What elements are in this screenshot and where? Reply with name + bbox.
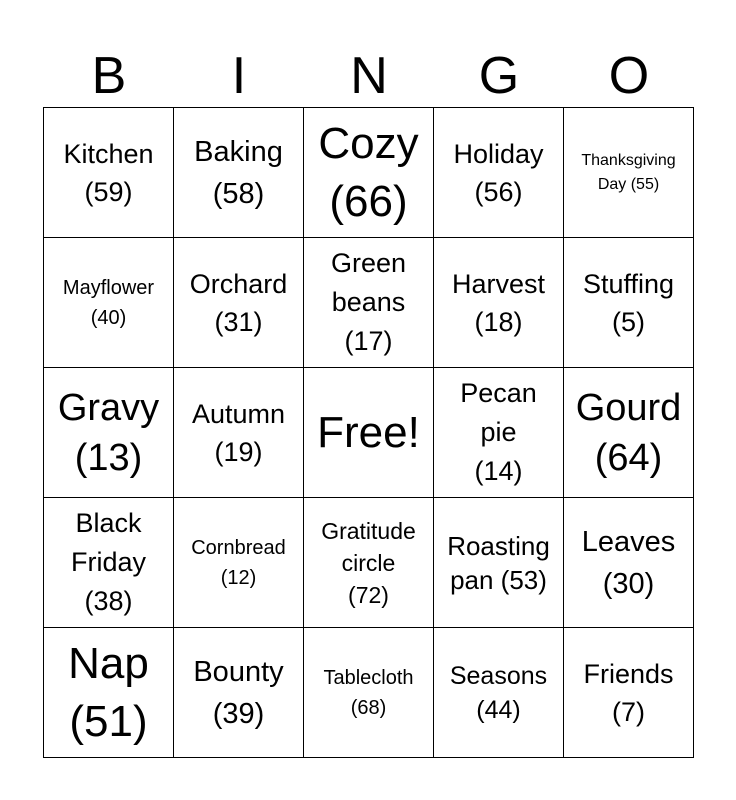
bingo-cell[interactable] — [44, 108, 174, 238]
cell-label: Bounty (39) — [193, 655, 284, 730]
bingo-cell[interactable] — [304, 108, 434, 238]
header-letter-o: O — [608, 47, 650, 105]
cell-label: Cornbread (12) — [191, 536, 286, 589]
bingo-cell[interactable] — [44, 498, 174, 628]
bingo-cell[interactable] — [304, 628, 434, 758]
cell-label: Black Friday (38) — [70, 508, 146, 616]
bingo-header — [44, 44, 694, 108]
bingo-cell[interactable] — [564, 368, 694, 498]
free-space[interactable] — [304, 368, 434, 498]
cell-label: Gourd (64) — [575, 386, 682, 479]
bingo-cell[interactable] — [434, 238, 564, 368]
cell-label: Mayflower (40) — [62, 276, 155, 329]
free-space-label: Free! — [317, 407, 420, 457]
bingo-cell[interactable] — [564, 108, 694, 238]
cell-label: Baking (58) — [194, 135, 283, 210]
cell-label: Gravy (13) — [57, 386, 160, 479]
header-letter-i: I — [231, 47, 247, 105]
bingo-cell[interactable] — [434, 628, 564, 758]
cell-label: Gratitude circle (72) — [321, 517, 416, 608]
cell-label: Friends (7) — [583, 658, 674, 727]
bingo-cell[interactable] — [174, 368, 304, 498]
header-letter-b: B — [91, 47, 127, 105]
cell-label: Roasting pan (53) — [447, 530, 550, 595]
bingo-cell[interactable] — [564, 498, 694, 628]
bingo-cell[interactable] — [434, 368, 564, 498]
cell-label: Harvest (18) — [451, 268, 546, 337]
cell-label: Green beans (17) — [330, 248, 407, 356]
cell-label: Kitchen (59) — [63, 138, 154, 207]
cell-label: Pecan pie (14) — [460, 378, 537, 486]
bingo-cell[interactable] — [434, 108, 564, 238]
bingo-cell[interactable] — [44, 238, 174, 368]
bingo-cell[interactable] — [44, 628, 174, 758]
cell-label: Nap (51) — [68, 638, 149, 746]
bingo-cell[interactable] — [174, 498, 304, 628]
cell-label: Cozy (66) — [318, 118, 419, 226]
bingo-board — [43, 107, 694, 758]
bingo-cell[interactable] — [434, 498, 564, 628]
cell-label: Leaves (30) — [581, 525, 676, 600]
cell-label: Tablecloth (68) — [323, 666, 414, 719]
bingo-cell[interactable] — [304, 238, 434, 368]
header-letter-g: G — [478, 47, 520, 105]
cell-label: Stuffing (5) — [582, 268, 675, 337]
bingo-cell[interactable] — [174, 108, 304, 238]
cell-label: Thanksgiving Day (55) — [581, 151, 676, 193]
cell-label: Holiday (56) — [453, 138, 544, 207]
cell-label: Autumn (19) — [191, 398, 286, 467]
bingo-cell[interactable] — [564, 628, 694, 758]
header-letter-n: N — [350, 47, 388, 105]
bingo-cell[interactable] — [174, 238, 304, 368]
bingo-cell[interactable] — [44, 368, 174, 498]
bingo-cell[interactable] — [564, 238, 694, 368]
cell-label: Seasons (44) — [449, 661, 548, 724]
bingo-cell[interactable] — [174, 628, 304, 758]
cell-label: Orchard (31) — [189, 268, 288, 337]
bingo-cell[interactable] — [304, 498, 434, 628]
